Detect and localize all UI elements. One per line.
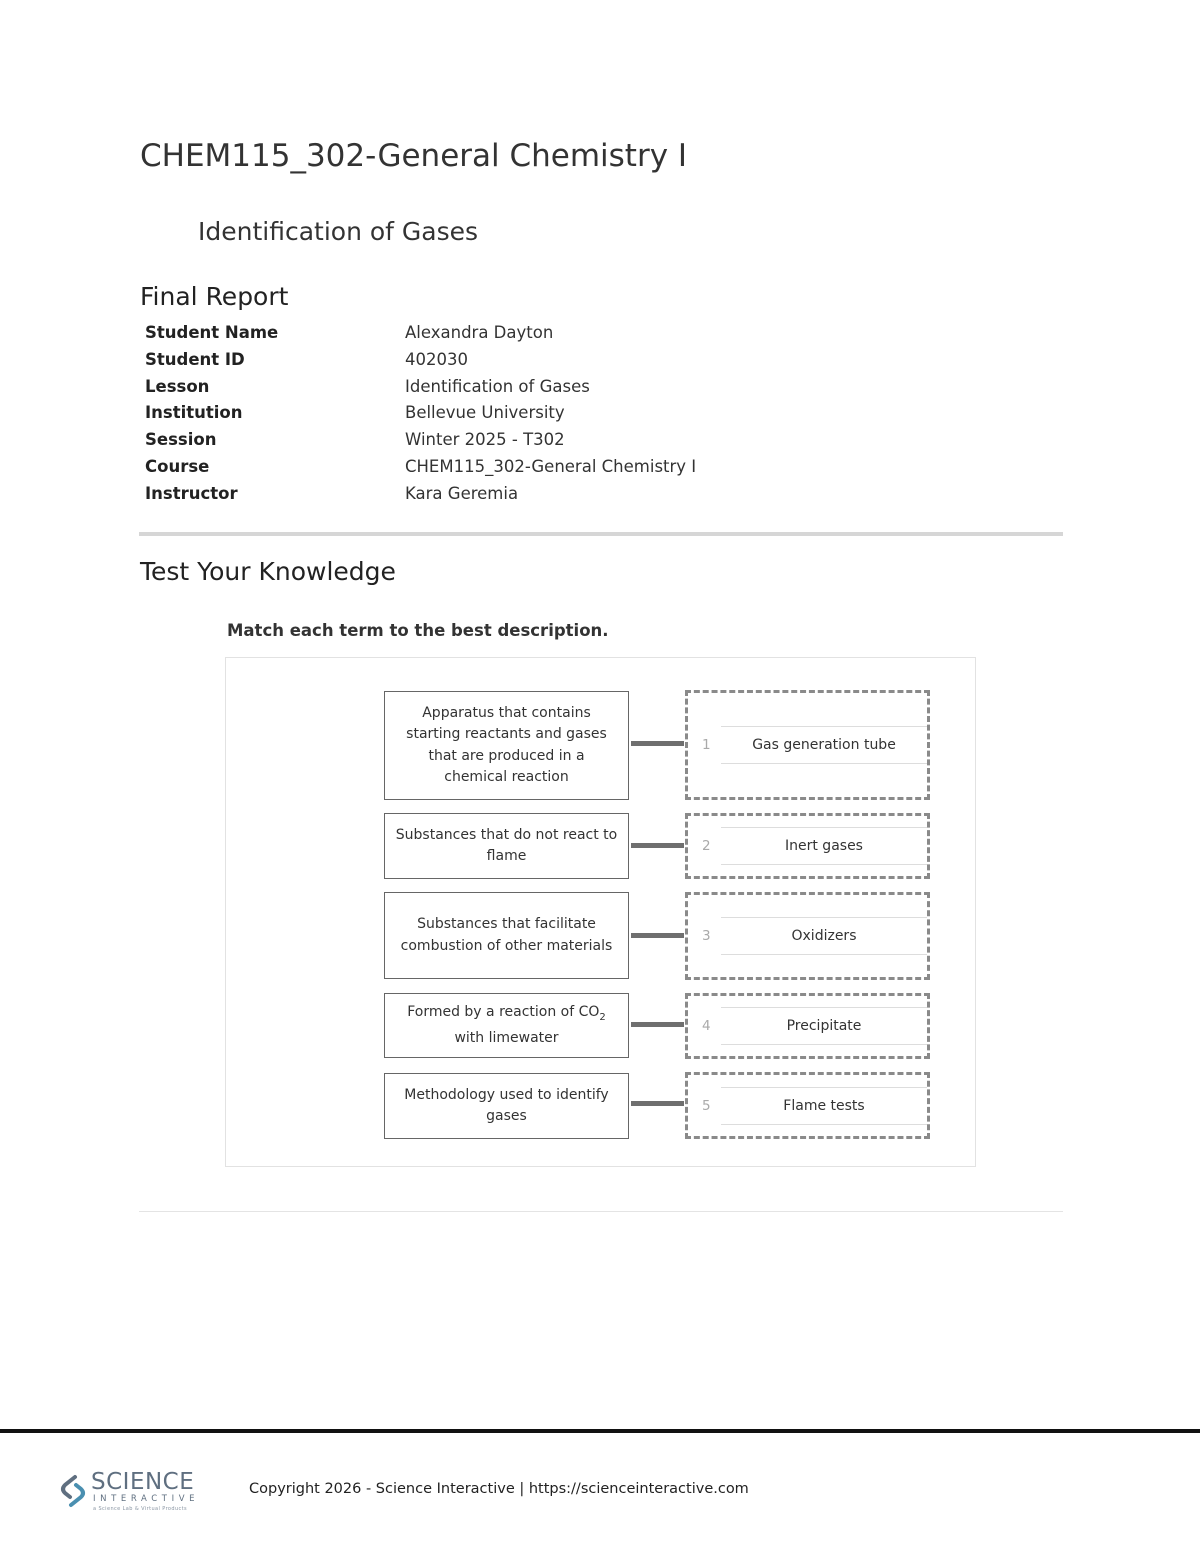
info-value: 402030 bbox=[405, 349, 468, 369]
match-connector bbox=[631, 741, 684, 746]
description-text: Apparatus that contains starting reactants and gases that are produced in a chemical reaction bbox=[406, 704, 607, 785]
content-end-divider bbox=[139, 1211, 1063, 1212]
term-drop-slot[interactable] bbox=[685, 892, 930, 980]
description-card bbox=[384, 1073, 629, 1139]
logo-subword: INTERACTIVE bbox=[93, 1494, 200, 1504]
term-card[interactable] bbox=[721, 1087, 927, 1125]
info-label: Student Name bbox=[145, 323, 279, 342]
description-card bbox=[384, 993, 629, 1058]
final-report-heading: Final Report bbox=[140, 282, 289, 311]
info-label: Student ID bbox=[145, 349, 245, 369]
slot-number: 2 bbox=[702, 838, 711, 854]
term-text: Flame tests bbox=[783, 1097, 865, 1114]
term-card[interactable] bbox=[721, 726, 927, 764]
term-text: Oxidizers bbox=[791, 928, 857, 944]
slot-number: 3 bbox=[702, 928, 711, 944]
info-value: Identification of Gases bbox=[405, 376, 590, 396]
description-text: Substances that facilitate combustion of other materials bbox=[400, 916, 613, 954]
term-text: Inert gases bbox=[785, 838, 863, 854]
info-value: Alexandra Dayton bbox=[405, 323, 554, 342]
test-your-knowledge-heading: Test Your Knowledge bbox=[140, 557, 396, 586]
logo-tagline: a Science Lab & Virtual Products bbox=[93, 1506, 188, 1512]
slot-number: 5 bbox=[702, 1097, 711, 1114]
slot-number: 1 bbox=[702, 737, 711, 753]
description-text: Substances that do not react to flame bbox=[395, 826, 618, 864]
match-connector bbox=[631, 933, 684, 938]
description-card bbox=[384, 892, 629, 979]
term-drop-slot[interactable] bbox=[685, 690, 930, 800]
description-card bbox=[384, 813, 629, 879]
info-value: Kara Geremia bbox=[405, 483, 519, 503]
description-text: Methodology used to identify gases bbox=[404, 1086, 609, 1124]
info-label: Instructor bbox=[145, 483, 238, 503]
term-card[interactable] bbox=[721, 827, 927, 865]
info-value: Winter 2025 - T302 bbox=[405, 430, 565, 450]
description-text bbox=[395, 1002, 618, 1050]
info-label: Lesson bbox=[145, 376, 210, 396]
info-label: Institution bbox=[145, 403, 243, 423]
term-card[interactable] bbox=[721, 917, 927, 955]
info-label: Course bbox=[145, 456, 210, 476]
logo-wordmark: SCIENCE bbox=[91, 1469, 195, 1495]
term-drop-slot[interactable] bbox=[685, 1072, 930, 1139]
term-text: Gas generation tube bbox=[752, 737, 896, 753]
term-drop-slot[interactable] bbox=[685, 813, 930, 879]
footer-rule bbox=[0, 1429, 1200, 1433]
section-divider bbox=[139, 532, 1063, 536]
match-connector bbox=[631, 1101, 684, 1106]
info-label: Session bbox=[145, 430, 217, 450]
matching-prompt: Match each term to the best description. bbox=[227, 621, 609, 640]
copyright-text: Copyright 2026 - Science Interactive | https://scienceinteractive.com bbox=[249, 1481, 749, 1497]
description-text-part: with limewater bbox=[454, 1029, 559, 1046]
term-card[interactable] bbox=[721, 1007, 927, 1045]
match-connector bbox=[631, 1022, 684, 1027]
info-value: CHEM115_302-General Chemistry I bbox=[405, 456, 697, 476]
term-text: Precipitate bbox=[786, 1018, 862, 1034]
course-title: CHEM115_302-General Chemistry I bbox=[140, 138, 688, 174]
science-interactive-logo bbox=[58, 1470, 208, 1514]
match-connector bbox=[631, 843, 684, 848]
description-subscript: 2 bbox=[599, 1011, 606, 1023]
description-card bbox=[384, 691, 629, 800]
info-value: Bellevue University bbox=[405, 403, 565, 423]
lesson-title: Identification of Gases bbox=[198, 217, 479, 246]
term-drop-slot[interactable] bbox=[685, 993, 930, 1059]
slot-number: 4 bbox=[702, 1018, 711, 1034]
logo-mark-icon bbox=[58, 1474, 88, 1508]
description-text-part: Formed by a reaction of CO bbox=[407, 1003, 600, 1020]
